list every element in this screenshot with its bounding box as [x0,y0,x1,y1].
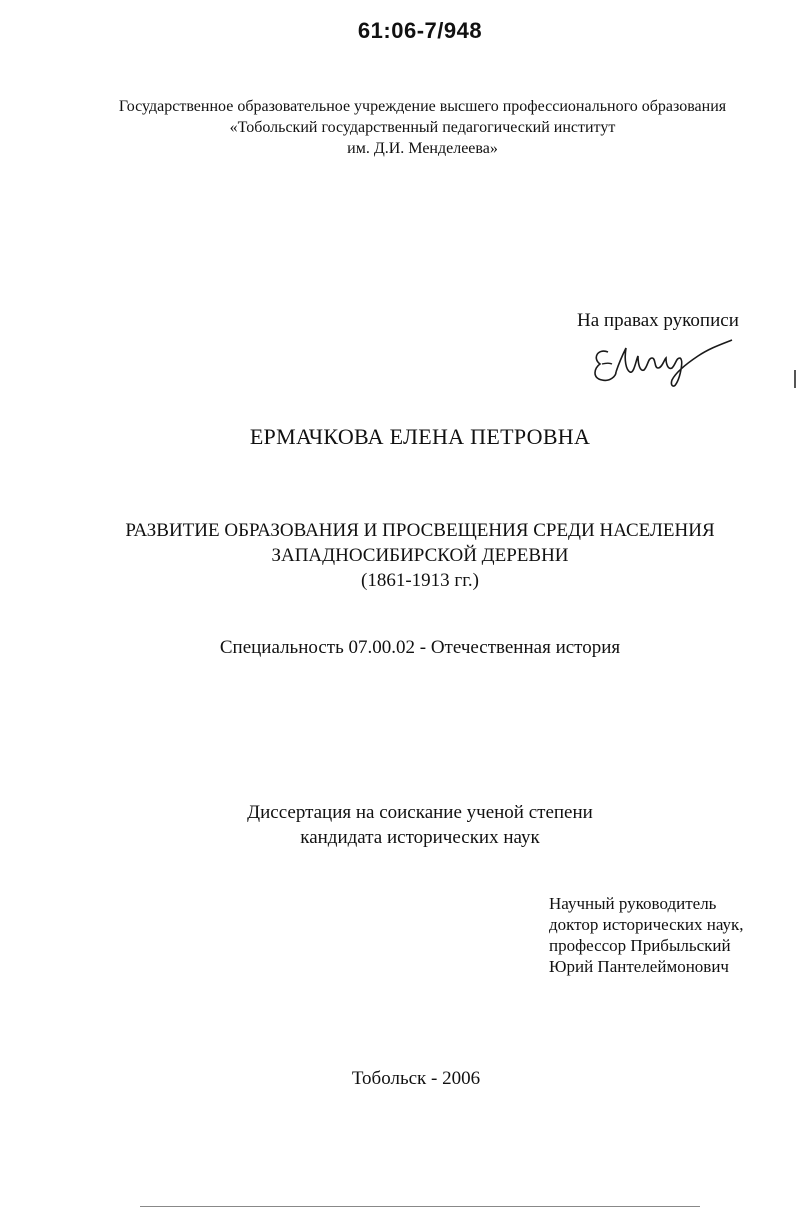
author-name: ЕРМАЧКОВА ЕЛЕНА ПЕТРОВНА [249,424,591,449]
archive-stamp-number: 61:06-7/948 [357,18,483,43]
title-line-2: ЗАПАДНОСИБИРСКОЙ ДЕРЕВНИ [271,545,569,566]
degree-line-1: Диссертация на соискание ученой степени [247,802,593,823]
supervisor-line-3: профессор Прибыльский [549,936,731,955]
specialty-line: Специальность 07.00.02 - Отечественная история [219,637,621,658]
city-and-year: Тобольск - 2006 [351,1068,481,1089]
manuscript-rights-note: На правах рукописи [577,310,739,331]
scan-edge-mark [794,370,796,388]
supervisor-line-1: Научный руководитель [549,894,717,913]
scientific-supervisor [549,893,744,977]
dissertation-title [0,518,798,593]
institution-line-2: «Тобольский государственный педагогический институт [229,119,616,136]
supervisor-line-2: доктор исторических наук, [549,915,744,934]
scan-bottom-rule [140,1206,700,1207]
degree-statement [0,800,798,850]
author-signature [586,330,736,390]
institution-line-1: Государственное образовательное учреждение высшего профессионального образования [118,98,727,115]
title-years: (1861-1913 гг.) [361,570,479,591]
degree-line-2: кандидата исторических наук [300,827,540,848]
institution-line-3: им. Д.И. Менделеева» [347,140,498,157]
title-line-1: РАЗВИТИЕ ОБРАЗОВАНИЯ И ПРОСВЕЩЕНИЯ СРЕДИ НАСЕЛЕНИЯ [125,520,715,541]
institution-header [0,96,798,159]
supervisor-line-4: Юрий Пантелеймонович [549,957,729,976]
